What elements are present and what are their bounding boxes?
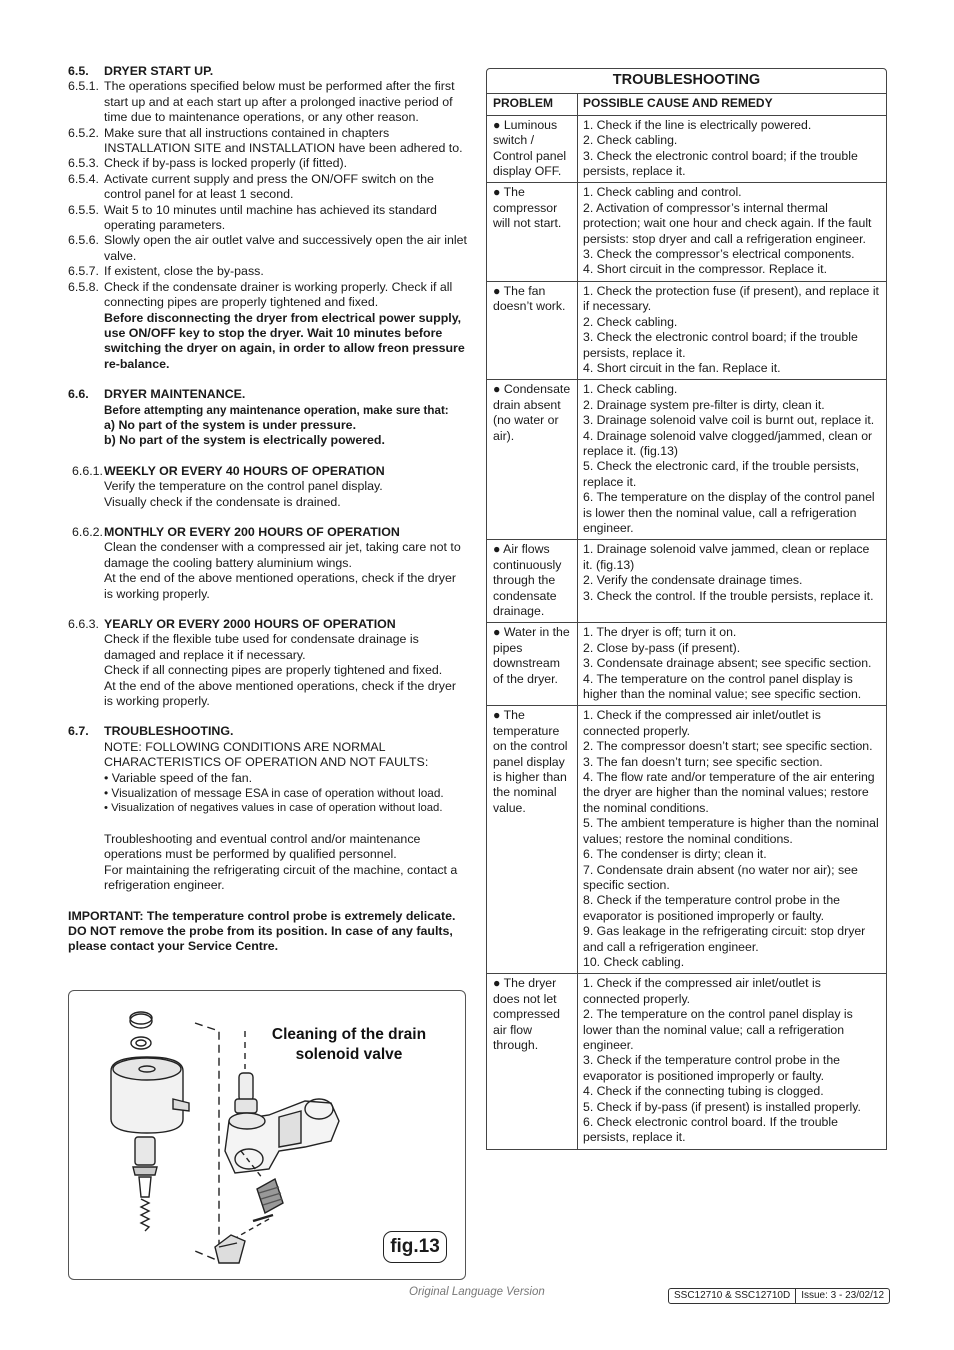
cause-cell xyxy=(578,282,886,379)
monthly-line-1: Clean the condenser with a compressed air jet, taking care not to damage the cooling battery aluminium wings. xyxy=(104,540,461,570)
normal-condition-2: • Visualization of message ESA in case of operation without load. xyxy=(104,786,444,801)
yearly-line-2: Check if all connecting pipes are properly tightened and fixed. xyxy=(104,663,443,678)
cause-line: 3. Condensate drainage absent; see specific section. xyxy=(583,656,872,671)
cause-line: 2. Check cabling. xyxy=(583,133,678,148)
list-item xyxy=(68,280,468,311)
section-6-7-heading: 6.7. TROUBLESHOOTING. xyxy=(68,724,234,739)
list-item xyxy=(68,79,468,125)
cause-line: 2. The compressor doesn’t start; see specific section. xyxy=(583,739,873,754)
list-item xyxy=(68,126,468,157)
maintenance-intro: Before attempting any maintenance operation, make sure that: xyxy=(104,403,449,417)
cause-cell xyxy=(578,540,886,622)
list-item-number: 6.5.1. xyxy=(68,79,100,94)
cause-line: 5. Check the electronic card, if the trouble persists, replace it. xyxy=(583,459,860,489)
problem-cell: ● The temperature on the control panel display is higher than the nominal value. xyxy=(487,706,578,973)
table-row xyxy=(487,623,886,706)
list-item xyxy=(68,233,468,264)
list-item-number: 6.5.4. xyxy=(68,171,100,186)
cause-line: 1. Check cabling and control. xyxy=(583,185,742,200)
cause-line: 8. Check if the temperature control probe in the evaporator is positioned improperly or faulty. xyxy=(583,893,841,923)
problem-cell: ● Air flows continuously through the condensate drainage. xyxy=(487,540,578,622)
list-item-text: Check if the condensate drainer is working properly. Check if all connecting pipes are properly tightened and fixed. xyxy=(104,279,453,310)
cause-line: 3. Check the compressor’s electrical components. xyxy=(583,247,855,262)
left-column xyxy=(68,64,468,955)
problem-cell: ● Condensate drain absent (no water or air). xyxy=(487,380,578,539)
table-body xyxy=(487,116,886,1149)
list-item xyxy=(68,156,468,171)
figure-label: fig.13 xyxy=(383,1231,447,1263)
cause-line: 4. Short circuit in the compressor. Replace it. xyxy=(583,262,827,277)
table-row xyxy=(487,282,886,380)
table-row xyxy=(487,540,886,623)
cause-line: 7. Condensate drain absent (no water nor air); see specific section. xyxy=(583,862,858,892)
section-6-6-1-heading: 6.6.1. WEEKLY OR EVERY 40 HOURS OF OPERATION xyxy=(72,463,385,478)
footer-model: SSC12710 & SSC12710D xyxy=(674,1290,791,1301)
problem-cell: ● Water in the pipes downstream of the dryer. xyxy=(487,623,578,705)
section-6-6-3-heading: 6.6.3. YEARLY OR EVERY 2000 HOURS OF OPERATION xyxy=(68,617,396,631)
important-probe-warning: IMPORTANT: The temperature control probe is extremely delicate. DO NOT remove the probe from its position. In case of any faults, please contact your Service Centre. xyxy=(68,908,456,954)
list-item-number: 6.5.2. xyxy=(68,125,100,140)
cause-line: 1. The dryer is off; turn it on. xyxy=(583,625,737,640)
cause-line: 6. The temperature on the display of the control panel is lower then the nominal value, call a refrigeration engineer. xyxy=(583,490,875,535)
yearly-line-1: Check if the flexible tube used for condensate drainage is damaged and replace it if necessary. xyxy=(104,632,419,662)
list-item-text: If existent, close the by-pass. xyxy=(104,264,264,279)
list-item-text: Slowly open the air outlet valve and successively open the air inlet valve. xyxy=(104,233,467,263)
power-warning: Before disconnecting the dryer from electrical power supply, use ON/OFF key to stop the dryer. Wait 10 minutes before switching the dryer on again, in order to allow freon pressure re-balance. xyxy=(104,310,465,371)
cause-line: 3. Check the control. If the trouble persists, replace it. xyxy=(583,588,874,603)
cause-line: 3. Check the electronic control board; if the trouble persists, replace it. xyxy=(583,330,858,360)
cause-line: 4. The temperature on the control panel display is higher than the nominal value; see specific section. xyxy=(583,671,862,702)
cause-cell xyxy=(578,116,886,183)
table-row xyxy=(487,974,886,1148)
figure-13 xyxy=(68,990,466,1280)
cause-column-header: POSSIBLE CAUSE AND REMEDY xyxy=(583,96,773,111)
cause-line: 1. Check if the compressed air inlet/outlet is connected properly. xyxy=(583,708,821,738)
section-6-5-heading: 6.5. DRYER START UP. xyxy=(68,64,214,78)
cause-line: 5. The ambient temperature is higher than the nominal values; restore the nominal conditions. xyxy=(583,816,879,846)
table-row xyxy=(487,706,886,974)
footer-language-note: Original Language Version xyxy=(409,1286,545,1298)
cause-line: 2. The temperature on the control panel display is lower than the nominal value; call a refrigeration engineer. xyxy=(583,1007,853,1052)
problem-cell: ● Luminous switch / Control panel display OFF. xyxy=(487,116,578,183)
list-item-text: Check if by-pass is locked properly (if fitted). xyxy=(104,156,348,171)
cause-line: 6. Check electronic control board. If the trouble persists, replace it. xyxy=(583,1115,838,1145)
table-row xyxy=(487,183,886,281)
section-6-6-2-heading: 6.6.2. MONTHLY OR EVERY 200 HOURS OF OPERATION xyxy=(72,524,400,539)
troubleshooting-table xyxy=(486,68,887,1150)
list-item-number: 6.5.7. xyxy=(68,264,100,279)
footer-issue: Issue: 3 - 23/02/12 xyxy=(795,1289,889,1303)
list-item-text: Wait 5 to 10 minutes until machine has achieved its standard operating parameters. xyxy=(104,202,437,233)
monthly-line-2: At the end of the above mentioned operations, check if the dryer is working properly. xyxy=(104,571,456,601)
cause-line: 2. Close by-pass (if present). xyxy=(583,640,741,655)
cause-cell xyxy=(578,706,886,973)
figure-caption: Cleaning of the drain solenoid valve xyxy=(271,1026,427,1063)
cause-line: 4. Short circuit in the fan. Replace it. xyxy=(583,360,781,375)
cause-line: 5. Check if by-pass (if present) is installed properly. xyxy=(583,1099,861,1114)
cause-line: 3. The fan doesn’t turn; see specific section. xyxy=(583,754,823,769)
cause-line: 1. Check if the line is electrically powered. xyxy=(583,117,812,132)
cause-line: 4. Drainage solenoid valve clogged/jammed, clean or replace it. (fig.13) xyxy=(583,428,873,458)
cause-line: 2. Check cabling. xyxy=(583,314,678,329)
cause-line: 10. Check cabling. xyxy=(583,954,685,969)
cause-line: 1. Check the protection fuse (if present), and replace it if necessary. xyxy=(583,283,879,314)
list-item-number: 6.5.6. xyxy=(68,233,100,248)
normal-condition-1: • Variable speed of the fan. xyxy=(104,770,253,785)
cause-line: 2. Drainage system pre-filter is dirty, clean it. xyxy=(583,397,825,412)
cause-line: 2. Verify the condensate drainage times. xyxy=(583,573,803,588)
normal-condition-3: • Visualization of negatives values in case of operation without load. xyxy=(104,802,443,815)
footer-model-box xyxy=(668,1288,890,1304)
cause-line: 3. Check if the temperature control probe in the evaporator is positioned improperly or faulty. xyxy=(583,1053,841,1083)
list-item-text: Make sure that all instructions contained in chapters INSTALLATION SITE and INSTALLATION have been adhered to. xyxy=(104,125,463,156)
table-row xyxy=(487,380,886,540)
cause-line: 4. The flow rate and/or temperature of the air entering the dryer are higher than the nominal values; restore the nominal conditions. xyxy=(583,770,875,815)
cause-line: 3. Check the electronic control board; if the trouble persists, replace it. xyxy=(583,148,858,179)
maintenance-condition-b: b) No part of the system is electrically powered. xyxy=(104,433,385,448)
table-header-row xyxy=(487,94,886,115)
cause-line: 2. Activation of compressor’s internal thermal protection; wait one hour and check again. If the fault persists: stop dryer and call a refrigeration engineer. xyxy=(583,200,872,246)
cause-line: 9. Gas leakage in the refrigerating circuit: stop dryer and call a refrigeration engineer. xyxy=(583,924,866,954)
section-6-5-items xyxy=(68,79,468,310)
cause-line: 1. Drainage solenoid valve jammed, clean or replace it. (fig.13) xyxy=(583,542,870,572)
cause-cell xyxy=(578,974,886,1148)
section-6-6-heading: 6.6. DRYER MAINTENANCE. xyxy=(68,387,246,402)
cause-cell xyxy=(578,380,886,539)
problem-cell: ● The compressor will not start. xyxy=(487,183,578,280)
list-item xyxy=(68,203,468,234)
cause-line: 1. Check cabling. xyxy=(583,382,678,397)
cause-cell xyxy=(578,623,886,705)
cause-line: 1. Check if the compressed air inlet/outlet is connected properly. xyxy=(583,976,821,1006)
yearly-line-3: At the end of the above mentioned operations, check if the dryer is working properly. xyxy=(104,678,456,709)
list-item-text: Activate current supply and press the ON/OFF switch on the control panel for at least 1 second. xyxy=(104,171,434,202)
weekly-line-2: Visually check if the condensate is drained. xyxy=(104,494,341,509)
list-item-text: The operations specified below must be performed after the first start up and at each start up after a prolonged inactive period of time due to maintenance operations, or any other reason. xyxy=(104,79,455,125)
list-item-number: 6.5.8. xyxy=(68,279,100,294)
list-item xyxy=(68,172,468,203)
list-item-number: 6.5.3. xyxy=(68,156,100,171)
list-item xyxy=(68,264,468,279)
list-item-number: 6.5.5. xyxy=(68,202,100,217)
cause-line: 3. Drainage solenoid valve coil is burnt out, replace it. xyxy=(583,413,875,428)
maintenance-condition-a: a) No part of the system is under pressure. xyxy=(104,417,357,432)
refrigeration-engineer-note: For maintaining the refrigerating circuit of the machine, contact a refrigeration engineer. xyxy=(104,862,458,893)
problem-cell: ● The dryer does not let compressed air flow through. xyxy=(487,974,578,1148)
troubleshooting-note: NOTE: FOLLOWING CONDITIONS ARE NORMAL CHARACTERISTICS OF OPERATION AND NOT FAULTS: xyxy=(104,739,429,770)
qualified-personnel-note: Troubleshooting and eventual control and/or maintenance operations must be performed by qualified personnel. xyxy=(104,831,421,862)
problem-cell: ● The fan doesn’t work. xyxy=(487,282,578,379)
cause-line: 4. Check if the connecting tubing is clogged. xyxy=(583,1084,824,1099)
cause-cell xyxy=(578,183,886,280)
weekly-line-1: Verify the temperature on the control panel display. xyxy=(104,479,383,494)
table-row xyxy=(487,116,886,184)
problem-column-header: PROBLEM xyxy=(487,94,578,114)
cause-line: 6. The condenser is dirty; clean it. xyxy=(583,847,767,862)
table-title: TROUBLESHOOTING xyxy=(487,69,886,94)
